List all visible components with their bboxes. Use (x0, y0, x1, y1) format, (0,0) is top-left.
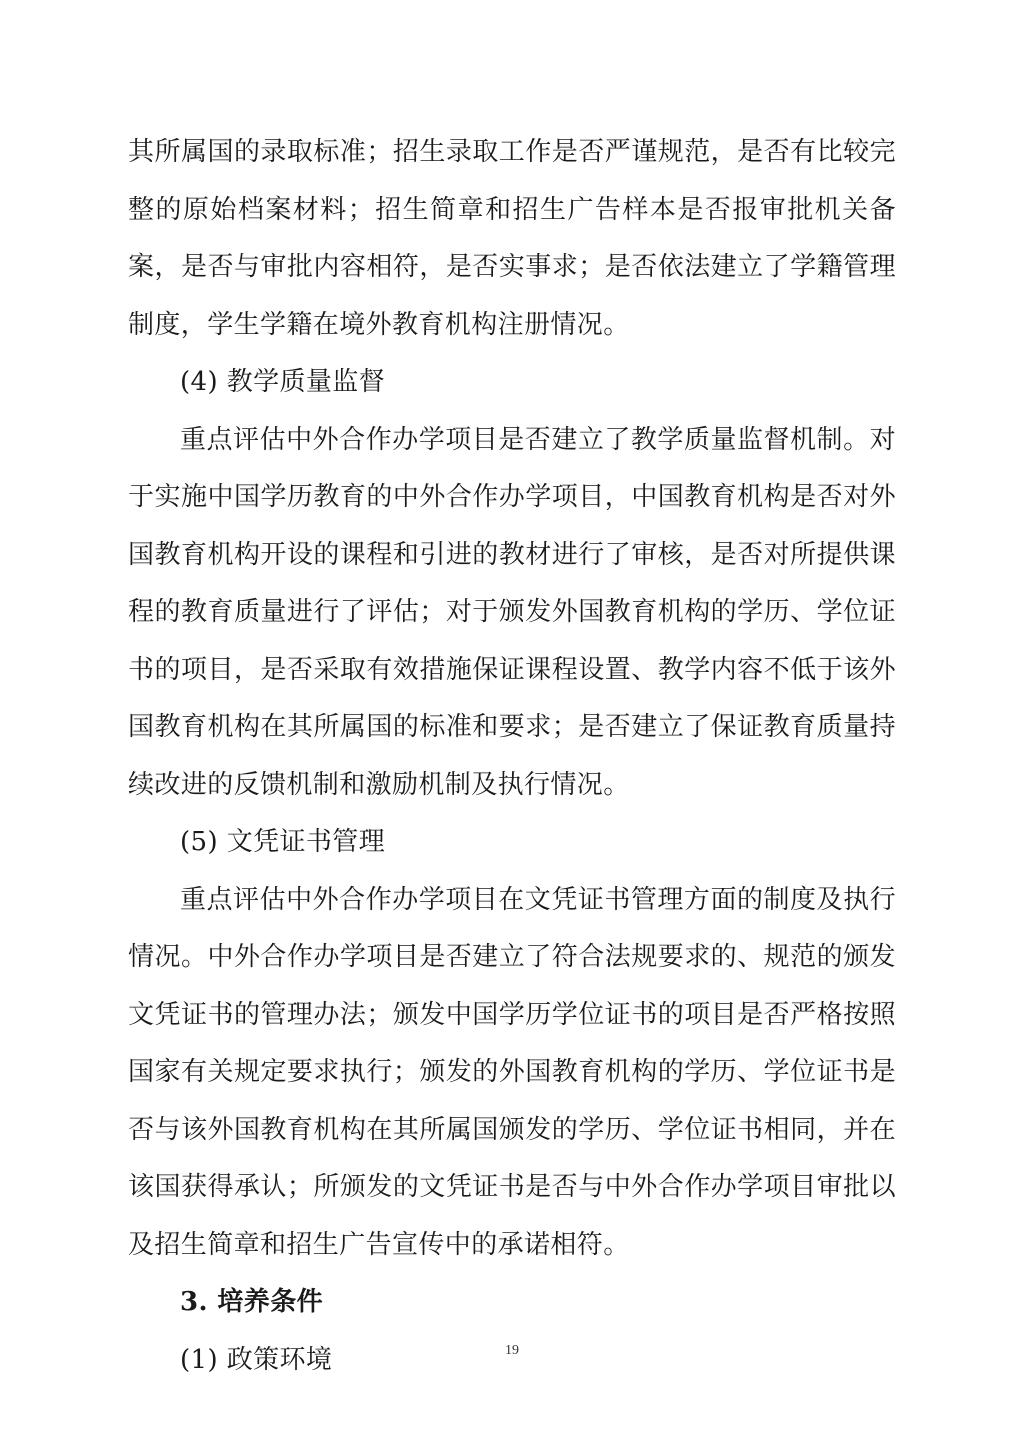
document-body (128, 124, 896, 1389)
paragraph-continuation: 其所属国的录取标准；招生录取工作是否严谨规范，是否有比较完整的原始档案材料；招生简章和招生广告样本是否报审批机关备案，是否与审批内容相符，是否实事求；是否依法建立了学籍管理制度，学生学籍在境外教育机构注册情况。 (128, 137, 896, 340)
section-heading-training-conditions: 3. 培养条件 (180, 1287, 323, 1317)
page-number: 19 (505, 1343, 519, 1358)
paragraph-teaching-quality: 重点评估中外合作办学项目是否建立了教学质量监督机制。对于实施中国学历教育的中外合作办学项目，中国教育机构是否对外国教育机构开设的课程和引进的教材进行了审核，是否对所提供课程的教育质量进行了评估；对于颁发外国教育机构的学历、学位证书的项目，是否采取有效措施保证课程设置、教学内容不低于该外国教育机构在其所属国的标准和要求；是否建立了保证教育质量持续改进的反馈机制和激励机制及执行情况。 (128, 424, 896, 800)
subheading-policy-environment: (1) 政策环境 (180, 1344, 333, 1375)
paragraph-diploma-management: 重点评估中外合作办学项目在文凭证书管理方面的制度及执行情况。中外合作办学项目是否建立了符合法规要求的、规范的颁发文凭证书的管理办法；颁发中国学历学位证书的项目是否严格按照国家有关规定要求执行；颁发的外国教育机构的学历、学位证书是否与该外国教育机构在其所属国颁发的学历、学位证书相同，并在该国获得承认；所颁发的文凭证书是否与中外合作办学项目审批以及招生简章和招生广告宣传中的承诺相符。 (128, 884, 896, 1260)
subheading-teaching-quality: (4) 教学质量监督 (180, 367, 386, 397)
subheading-diploma-management: (5) 文凭证书管理 (180, 827, 386, 857)
